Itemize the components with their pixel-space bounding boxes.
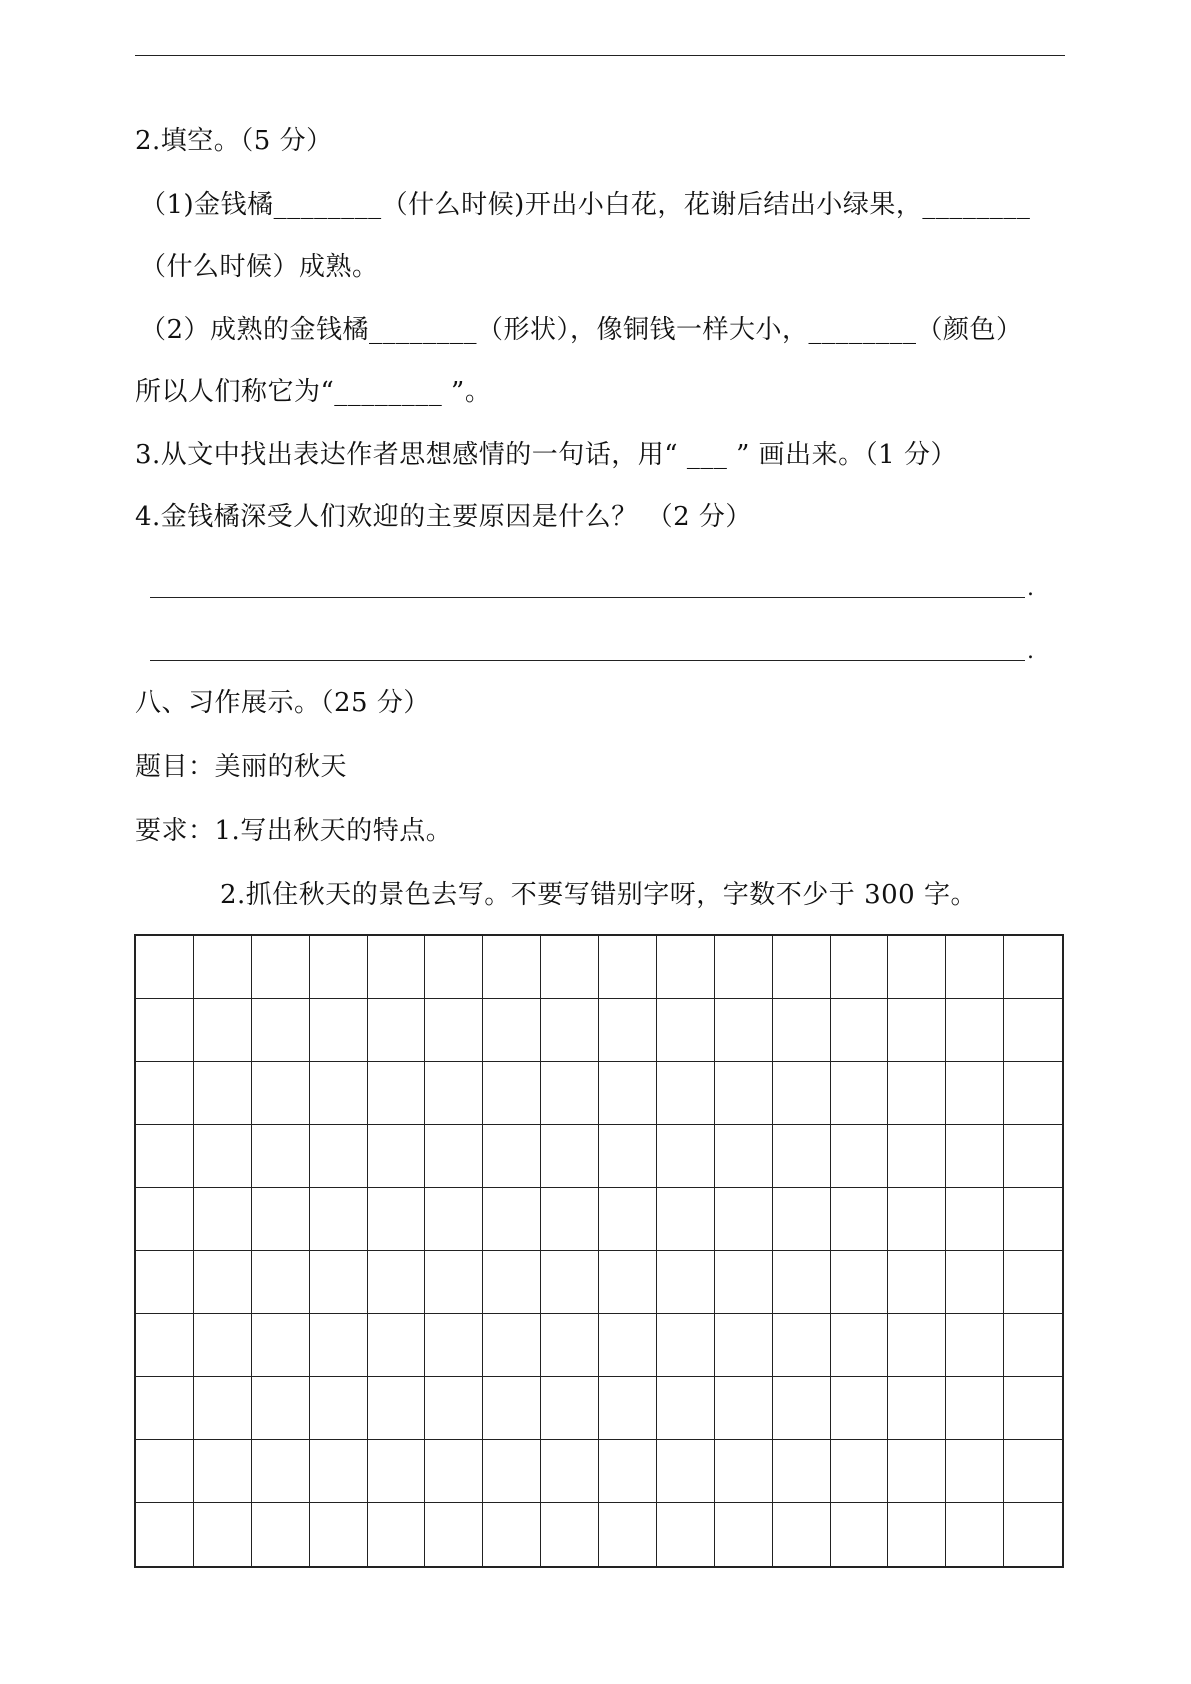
grid-cell[interactable] [657,1314,715,1377]
grid-cell[interactable] [425,1125,483,1188]
grid-cell[interactable] [368,999,426,1062]
grid-cell[interactable] [1004,1440,1062,1503]
question-2-1-line-2: （什么时候）成熟。 [140,252,379,282]
grid-cell[interactable] [715,1314,773,1377]
answer-line-1-period: . [1027,576,1034,601]
grid-cell[interactable] [657,936,715,999]
grid-cell[interactable] [310,1377,368,1440]
grid-cell[interactable] [194,999,252,1062]
grid-cell[interactable] [715,999,773,1062]
grid-cell[interactable] [368,1440,426,1503]
grid-cell[interactable] [657,1062,715,1125]
grid-cell[interactable] [888,1251,946,1314]
grid-cell[interactable] [946,1503,1004,1566]
grid-cell[interactable] [888,1125,946,1188]
grid-cell[interactable] [657,1125,715,1188]
grid-cell[interactable] [831,1440,889,1503]
grid-cell[interactable] [1004,1062,1062,1125]
grid-cell[interactable] [136,1188,194,1251]
grid-cell[interactable] [310,1188,368,1251]
grid-cell[interactable] [252,1503,310,1566]
grid-cell[interactable] [194,1188,252,1251]
grid-cell[interactable] [715,936,773,999]
grid-cell[interactable] [888,1188,946,1251]
grid-cell[interactable] [599,999,657,1062]
grid-cell[interactable] [483,1503,541,1566]
grid-cell[interactable] [136,1377,194,1440]
grid-cell[interactable] [483,999,541,1062]
grid-cell[interactable] [483,1251,541,1314]
grid-cell[interactable] [599,1188,657,1251]
grid-cell[interactable] [1004,1125,1062,1188]
grid-cell[interactable] [368,1377,426,1440]
grid-cell[interactable] [252,1188,310,1251]
composition-topic: 题目：美丽的秋天 [135,752,348,782]
grid-cell[interactable] [425,1062,483,1125]
grid-cell[interactable] [194,1377,252,1440]
grid-cell[interactable] [194,1251,252,1314]
grid-cell[interactable] [483,1188,541,1251]
grid-cell[interactable] [483,1377,541,1440]
grid-cell[interactable] [252,1251,310,1314]
grid-cell[interactable] [368,1188,426,1251]
answer-line-2[interactable] [150,660,1025,661]
grid-cell[interactable] [773,936,831,999]
question-2-2-line-2: 所以人们称它为“________ ”。 [135,377,492,407]
grid-cell[interactable] [541,1377,599,1440]
grid-cell[interactable] [425,1314,483,1377]
grid-cell[interactable] [715,1251,773,1314]
grid-cell[interactable] [541,1503,599,1566]
grid-cell[interactable] [483,1440,541,1503]
grid-cell[interactable] [310,1440,368,1503]
header-rule [135,55,1065,56]
grid-cell[interactable] [483,1125,541,1188]
grid-cell[interactable] [946,1188,1004,1251]
question-2-1-line-1: （1)金钱橘________（什么时候)开出小白花，花谢后结出小绿果，________ [140,190,1031,220]
grid-cell[interactable] [773,999,831,1062]
grid-cell[interactable] [368,1251,426,1314]
grid-cell[interactable] [715,1188,773,1251]
grid-cell[interactable] [425,936,483,999]
question-2-title: 2.填空。（5 分） [135,126,333,156]
grid-cell[interactable] [773,1188,831,1251]
grid-cell[interactable] [946,1440,1004,1503]
grid-cell[interactable] [541,999,599,1062]
grid-cell[interactable] [252,1314,310,1377]
grid-cell[interactable] [483,936,541,999]
grid-cell[interactable] [136,1314,194,1377]
question-2-2-line-1: （2）成熟的金钱橘________（形状），像铜钱一样大小，________（颜色） [140,315,1023,345]
grid-cell[interactable] [599,1440,657,1503]
grid-cell[interactable] [194,1503,252,1566]
grid-cell[interactable] [136,1062,194,1125]
grid-cell[interactable] [483,1314,541,1377]
grid-cell[interactable] [541,1062,599,1125]
grid-cell[interactable] [773,1251,831,1314]
grid-cell[interactable] [657,1440,715,1503]
grid-cell[interactable] [252,999,310,1062]
grid-cell[interactable] [136,1125,194,1188]
grid-cell[interactable] [541,1188,599,1251]
grid-cell[interactable] [773,1440,831,1503]
grid-cell[interactable] [831,999,889,1062]
grid-cell[interactable] [425,1440,483,1503]
grid-cell[interactable] [599,1251,657,1314]
grid-cell[interactable] [425,1188,483,1251]
question-4: 4.金钱橘深受人们欢迎的主要原因是什么？ （2 分） [135,502,752,532]
grid-cell[interactable] [136,999,194,1062]
grid-cell[interactable] [946,1251,1004,1314]
grid-cell[interactable] [657,1503,715,1566]
grid-cell[interactable] [946,1377,1004,1440]
grid-cell[interactable] [657,1251,715,1314]
grid-cell[interactable] [136,1503,194,1566]
grid-cell[interactable] [252,1062,310,1125]
grid-cell[interactable] [599,1377,657,1440]
grid-cell[interactable] [136,936,194,999]
grid-cell[interactable] [946,1062,1004,1125]
grid-cell[interactable] [599,1125,657,1188]
grid-cell[interactable] [310,936,368,999]
grid-cell[interactable] [368,1062,426,1125]
grid-cell[interactable] [831,1503,889,1566]
grid-cell[interactable] [541,936,599,999]
grid-cell[interactable] [310,999,368,1062]
grid-cell[interactable] [1004,1188,1062,1251]
grid-cell[interactable] [715,1062,773,1125]
grid-cell[interactable] [946,1125,1004,1188]
grid-cell[interactable] [946,999,1004,1062]
grid-cell[interactable] [368,1503,426,1566]
grid-cell[interactable] [1004,999,1062,1062]
grid-cell[interactable] [425,1377,483,1440]
grid-cell[interactable] [599,936,657,999]
grid-cell[interactable] [715,1125,773,1188]
grid-cell[interactable] [1004,1314,1062,1377]
grid-cell[interactable] [194,936,252,999]
grid-cell[interactable] [715,1377,773,1440]
grid-cell[interactable] [252,1440,310,1503]
grid-cell[interactable] [599,1062,657,1125]
grid-cell[interactable] [946,936,1004,999]
grid-cell[interactable] [1004,936,1062,999]
grid-cell[interactable] [657,1377,715,1440]
grid-cell[interactable] [888,936,946,999]
grid-cell[interactable] [310,1125,368,1188]
grid-cell[interactable] [194,1062,252,1125]
grid-cell[interactable] [888,1503,946,1566]
grid-cell[interactable] [773,1377,831,1440]
grid-cell[interactable] [425,1251,483,1314]
grid-cell[interactable] [310,1251,368,1314]
writing-grid[interactable] [134,934,1064,1568]
grid-cell[interactable] [425,999,483,1062]
grid-cell[interactable] [773,1125,831,1188]
grid-cell[interactable] [831,1125,889,1188]
grid-cell[interactable] [888,1062,946,1125]
answer-line-1[interactable] [150,597,1025,598]
grid-cell[interactable] [310,1062,368,1125]
grid-cell[interactable] [252,1125,310,1188]
grid-cell[interactable] [773,1314,831,1377]
composition-requirement-2: 2.抓住秋天的景色去写。不要写错别字呀，字数不少于 300 字。 [220,880,977,910]
grid-cell[interactable] [194,1125,252,1188]
grid-cell[interactable] [657,999,715,1062]
composition-section-title: 八、习作展示。（25 分） [135,688,430,718]
grid-cell[interactable] [483,1062,541,1125]
grid-cell[interactable] [541,1440,599,1503]
grid-cell[interactable] [599,1314,657,1377]
grid-cell[interactable] [599,1503,657,1566]
grid-cell[interactable] [831,1251,889,1314]
grid-cell[interactable] [1004,1377,1062,1440]
grid-cell[interactable] [773,1503,831,1566]
grid-cell[interactable] [946,1314,1004,1377]
grid-cell[interactable] [831,936,889,999]
grid-cell[interactable] [831,1188,889,1251]
grid-cell[interactable] [657,1188,715,1251]
grid-cell[interactable] [541,1125,599,1188]
grid-cell[interactable] [541,1314,599,1377]
grid-cell[interactable] [252,936,310,999]
grid-cell[interactable] [252,1377,310,1440]
grid-cell[interactable] [194,1314,252,1377]
grid-cell[interactable] [715,1503,773,1566]
grid-cell[interactable] [368,936,426,999]
grid-cell[interactable] [831,1062,889,1125]
grid-cell[interactable] [541,1251,599,1314]
grid-cell[interactable] [425,1503,483,1566]
grid-cell[interactable] [888,1440,946,1503]
composition-requirement-1: 要求：1.写出秋天的特点。 [135,816,453,846]
grid-cell[interactable] [831,1377,889,1440]
answer-line-2-period: . [1027,639,1034,664]
grid-cell[interactable] [715,1440,773,1503]
grid-cell[interactable] [368,1125,426,1188]
grid-cell[interactable] [310,1503,368,1566]
grid-cell[interactable] [136,1440,194,1503]
grid-cell[interactable] [888,1377,946,1440]
grid-cell[interactable] [368,1314,426,1377]
grid-cell[interactable] [310,1314,368,1377]
grid-cell[interactable] [1004,1503,1062,1566]
grid-cell[interactable] [831,1314,889,1377]
grid-cell[interactable] [136,1251,194,1314]
grid-cell[interactable] [1004,1251,1062,1314]
grid-cell[interactable] [773,1062,831,1125]
grid-cell[interactable] [888,1314,946,1377]
grid-cell[interactable] [194,1440,252,1503]
question-3: 3.从文中找出表达作者思想感情的一句话，用“ ___ ” 画出来。（1 分） [135,440,957,470]
grid-cell[interactable] [888,999,946,1062]
